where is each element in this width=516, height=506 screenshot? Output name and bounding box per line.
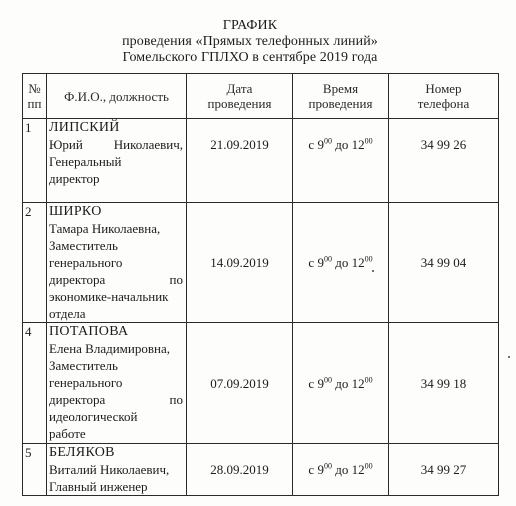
- column-header-number: № пп: [23, 74, 47, 119]
- person-cell: БЕЛЯКОВ Виталий Николаевич, Главный инженер: [47, 444, 187, 496]
- person-position-line: Генеральный: [49, 154, 122, 169]
- row-number: 4: [23, 323, 47, 444]
- time-cell: с $9^{00}$ до $12^{00}$: [293, 119, 389, 203]
- phone-cell: 34 99 04: [389, 203, 499, 323]
- date-cell: 14.09.2019: [187, 203, 293, 323]
- time-cell: с $9^{00}$ до $12^{00}$: [293, 323, 389, 444]
- phone-cell: 34 99 18: [389, 323, 499, 444]
- table-row: [23, 119, 499, 203]
- scan-speck: [508, 356, 510, 358]
- column-header-date: Дата проведения: [187, 74, 293, 119]
- document-subtitle-line-1: проведения «Прямых телефонных линий»: [122, 34, 378, 49]
- time-cell: с $9^{00}$ до $12^{00}$: [293, 444, 389, 496]
- date-cell: 28.09.2019: [187, 444, 293, 496]
- phone-cell: 34 99 26: [389, 119, 499, 203]
- column-header-name: Ф.И.О., должность: [47, 74, 187, 119]
- row-number: 5: [23, 444, 47, 496]
- document-title: ГРАФИК: [222, 18, 278, 33]
- row-number: 2: [23, 203, 47, 323]
- person-position-line: директор: [49, 171, 100, 186]
- table-header-row: [23, 74, 499, 119]
- date-cell: 07.09.2019: [187, 323, 293, 444]
- table-row: [23, 444, 499, 496]
- phone-cell: 34 99 27: [389, 444, 499, 496]
- table-row: [23, 203, 499, 323]
- person-cell: ПОТАПОВА Елена Владимировна, Заместитель генерального директора по идеологической работе: [47, 323, 187, 444]
- schedule-table: [22, 73, 499, 496]
- scan-speck: [372, 270, 374, 272]
- table-row: [23, 323, 499, 444]
- date-cell: 21.09.2019: [187, 119, 293, 203]
- person-surname: ШИРКО: [49, 204, 102, 219]
- person-surname: ЛИПСКИЙ: [49, 120, 120, 135]
- document-subtitle-line-2: Гомельского ГПЛХО в сентябре 2019 года: [122, 50, 378, 65]
- column-header-phone: Номер телефона: [389, 74, 499, 119]
- person-name-line: Юрий Николаевич,: [49, 137, 183, 152]
- person-cell: [47, 119, 187, 203]
- person-surname: ПОТАПОВА: [49, 324, 129, 339]
- time-cell: с $9^{00}$ до $12^{00}$: [293, 203, 389, 323]
- document-header: [0, 18, 500, 66]
- column-header-time: Время проведения: [293, 74, 389, 119]
- person-surname: БЕЛЯКОВ: [49, 445, 115, 460]
- person-cell: ШИРКО Тамара Николаевна, Заместитель генерального директора по экономике-начальник отдела: [47, 203, 187, 323]
- row-number: 1: [23, 119, 47, 203]
